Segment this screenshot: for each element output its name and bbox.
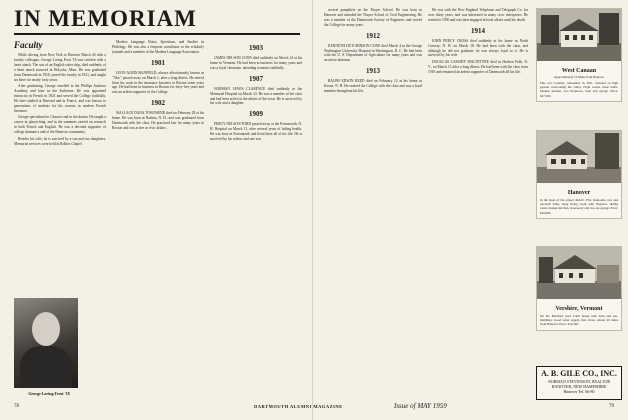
listing-title: Hanover (567, 190, 591, 196)
column-3 (210, 40, 302, 396)
realtor-advertisement (536, 366, 622, 400)
advertiser-line: HANOVER, NEW HAMPSHIRE (551, 384, 607, 389)
listing-description: On the Bradford road. Farm house with barn and out-buildings. Good water supply, fine views. About 20 miles from Hanover. Price: $12,500. (540, 314, 618, 327)
paragraph: WALLACE DANA TOWNSEND died on February 28 at his home. He was born in Nashua, N. H., and was graduated from Dartmouth with the class. He practiced law for many years in Boston and was active in civic affairs. (112, 111, 204, 130)
paragraph: RALPH EDWIN REED died on February 12 at his home in Keene, N. H. He entered the College with the class and was a loyal member throughout his life. (324, 79, 422, 94)
page-number-left: 78 (14, 404, 19, 409)
paragraph: PERCY NELSON FORD passed away at the Portsmouth, N. H. Hospital on March 11, after several years of failing health. He was born in Portsmouth and lived there all of his life. He is survived by his widow and one son. (210, 122, 302, 142)
footer-issue-date: Issue of MAY 1959 (394, 402, 447, 410)
paragraph: Modern Language Notes, Speculum, and Studies in Philology. He was also a frequent contributor to the scholarly journals and a member of the Modern Language Association. (112, 40, 204, 54)
listing-hanover (536, 130, 622, 219)
listing-west-canaan (536, 8, 622, 102)
paragraph: After graduating, George enrolled in the Phillips Andover Academy and later in the Sorbonne. He was appointed instructor in French in 1921 and served the College faithfully. He later studied at Harvard and in France, and was known to generations of students for his courses in modern French literature. (14, 84, 106, 113)
paragraph: While driving from New York to Hanover March 26 with a faculty colleague, George Loring Frost '18 was stricken with a heart attack. The son of an English sister ship, died suddenly of a heart attack incurred in Holyoke, Mass. He was graduated from Dartmouth in 1918, joined the faculty in 1921, and taught art there for nearly forty years. (14, 53, 106, 82)
paragraph: Besides his wife, he is survived by a son and two daughters. Memorial services were held in Rollins Chapel. (14, 136, 106, 146)
house-photo (537, 131, 621, 183)
listing-title: Vershire, Vermont (555, 306, 603, 312)
footer-magazine-name: DARTMOUTH ALUMNI MAGAZINE (254, 404, 343, 409)
class-year-heading: 1903 (249, 44, 263, 52)
listing-description: Fine old Colonial, remodeled in 1951. Situated on high ground overlooking the valley. Eight rooms, three baths, modern kitchen, two fireplaces, barn and garage. Price: $27,500. (540, 81, 618, 98)
section-heading: Faculty (14, 40, 43, 50)
masthead-title: IN MEMORIAM (14, 6, 300, 35)
paragraph: DOUGLAS CASSIDY MACINTYRE died in Hudson Falls, N. Y., on March 15 after a long illness. He had been with the class from 1910 and remained an ardent supporter of Dartmouth all his life. (428, 60, 528, 74)
house-photo (537, 247, 621, 299)
listing-subtitle: Approximately 12 Miles from Hanover (553, 75, 605, 79)
paragraph: JOHN PERCY CROSS died suddenly at his home in North Conway, N. H. on March 18. He had been with the class, and although he did not graduate, he was always loyal to it. He is survived by his wife. (428, 38, 528, 58)
class-year-heading: 1907 (249, 74, 263, 83)
page-number-right: 79 (609, 404, 614, 409)
advertiser-phone: Hanover Tel. 66-80 (563, 389, 595, 394)
portrait-photo (14, 298, 78, 388)
class-year-heading: 1913 (366, 67, 380, 76)
column-5 (428, 8, 528, 396)
left-page (0, 0, 313, 420)
listing-vershire (536, 246, 622, 331)
class-year-heading: 1909 (249, 110, 263, 119)
class-year-heading: 1902 (151, 99, 165, 108)
column-1 (14, 53, 106, 293)
column-4 (324, 8, 422, 396)
photo-caption: George Loring Frost '18 (28, 391, 70, 396)
portrait-head (32, 312, 60, 346)
listing-description: In the heart of the school district. Five bedrooms, two and one-half baths, large living room with fireplace, dining room, modern kitchen, breezeway and two-car garage. Price: $29,000. (540, 198, 618, 215)
column-2 (112, 40, 204, 396)
class-year-heading: 1912 (366, 31, 380, 40)
class-year-heading: 1914 (471, 26, 485, 35)
paragraph: KENNETH HUTCHINSON CONE died March 4 in the George Washington University Hospital in Washington, D. C. He had been with the U. S. Department of Agriculture for many years and was an active alumnus. (324, 43, 422, 63)
advertiser-name: A. B. GILE CO., INC. (541, 369, 617, 378)
paragraph: several pamphlets on the Thayer School. He was born in Hanover and attended the Thayer School of Civil Engineering. He was a member of the Dartmouth Society of Engineers and served the College for many years. (324, 8, 422, 27)
house-photo (537, 9, 621, 61)
listing-title: West Canaan (561, 68, 597, 74)
paragraph: JAMES NELSON COON died suddenly on March 14 at his home in Vermont. He had been in business for many years and was a loyal classmate, attending reunions faithfully. (210, 56, 302, 70)
portrait-body (20, 346, 72, 388)
class-year-heading: 1901 (151, 58, 165, 67)
paragraph: George specialized in Chaucer and in the drama. He taught a course in playwriting, and in the summers carried on research in both French and English. He was a devoted supporter of college dramatics and of the Hanover community. (14, 115, 106, 135)
paragraph: He was with the New England Telephone and Telegraph Co. for over thirty years, and was interested in many civic enterprises. He retired in 1950 and was then engaged in local affairs until his death. (428, 8, 528, 22)
paragraph: NORMAN LEWIS CLARENCE died suddenly in the Memorial Hospital on March 23. He was a member of the class and had been active in the affairs of the town. He is survived by his wife and a daughter. (210, 86, 302, 106)
advertiser-line: NORMAN STEVENSON, REALTOR (547, 379, 611, 384)
paragraph: LEON ALBIN BANFIELD, always affectionately known as "Abe," passed away on March 1, after a long illness. He retired from his work in the insurance business in Boston some years ago. He had been in business in Boston for forty-five years and was an ardent supporter of the College. (112, 70, 204, 95)
